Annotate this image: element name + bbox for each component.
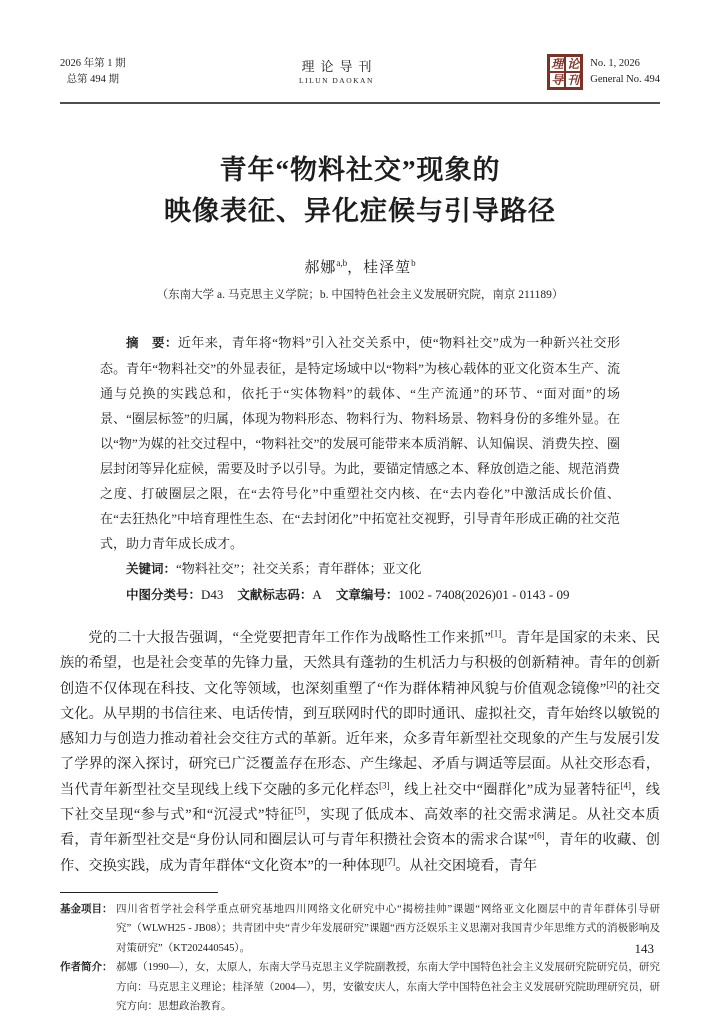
article-no-label: 文章编号： — [335, 588, 399, 602]
article-title-line1: 青年“物料社交”现象的 — [219, 155, 501, 185]
clc-value: D43 — [201, 587, 224, 602]
article-no-value: 1002 - 7408(2026)01 - 0143 - 09 — [398, 587, 570, 602]
footnotes — [60, 900, 660, 1017]
clc-label: 中图分类号： — [126, 588, 202, 602]
author-bio-note — [60, 958, 660, 1017]
seal-char-tl: 理 — [551, 57, 564, 71]
keywords-text: “物料社交”；社交关系；青年群体；亚文化 — [176, 561, 422, 576]
issue-number-en: No. 1, 2026 — [590, 58, 640, 69]
journal-name-pinyin: LILUN DAOKAN — [299, 75, 374, 85]
keywords-line — [100, 556, 620, 582]
doc-code-label: 文献标志码： — [237, 588, 313, 602]
author-affil-mark-2: b — [411, 258, 416, 268]
meta-line — [100, 582, 620, 608]
keywords-label: 关键词： — [126, 562, 177, 576]
journal-name-block — [295, 59, 377, 86]
abstract-text: 近年来，青年将“物料”引入社交关系中，使“物料社交”成为一种新兴社交形态。青年“物料社交”的外显表征，是特定场域中以“物料”为核心载体的亚文化资本生产、流通与兑换的实践总和，依托于“实体物料”的载体、“生产流通”的环节、“面对面”的场景、“圈层标签”的归属，体现为物料形态、物料行为、物料场景、物料身份的多维外显。在以“物”为媒的社交过程中，“物料社交”的发展可能带来本质消解、认知偏误、消费失控、圈层封闭等异化症候，需要及时予以引导。为此，要锚定情感之本、释放创造之能、规范消费之度、打破圈层之限，在“去符号化”中重塑社交内核、在“去内卷化”中激活成长价值、在“去狂热化”中培育理性生态、在“去封闭化”中拓宽社交视野，引导青年形成正确的社交范式，助力青年成长成才。 — [100, 335, 621, 551]
author-name-1: 郝娜 — [304, 260, 337, 276]
abstract-block — [100, 330, 620, 608]
seal-char-tr: 论 — [567, 57, 580, 71]
issue-number-cn: 2026 年第 1 期 — [60, 58, 126, 69]
affiliation-line: （东南大学 a. 马克思主义学院；b. 中国特色社会主义发展研究院，南京 211189） — [156, 289, 564, 301]
journal-header — [60, 0, 660, 94]
abstract-label: 摘 要： — [126, 336, 178, 350]
journal-name-cn: 理论导刊 — [301, 58, 378, 74]
cumulative-issue-cn: 总第 494 期 — [66, 74, 120, 85]
issue-info-cn — [60, 56, 126, 88]
fund-project-note — [60, 900, 660, 959]
journal-seal-icon — [547, 54, 583, 90]
author-name-2: 桂泽堃 — [363, 260, 412, 276]
author-separator: ， — [347, 260, 364, 276]
seal-char-br: 刊 — [567, 73, 580, 87]
issue-info-en — [590, 56, 660, 88]
fund-project-text: 四川省哲学社会科学重点研究基地四川网络文化研究中心“揭榜挂帅”课题“网络亚文化圈层中的青年群体引导研究”（WLWH25 - JB08）；共青团中央“青少年发展研究”课题“西方泛娱乐主义思潮对我国青少年思维方式的消极影响及对策研究”（KT202440545）。 — [116, 903, 660, 954]
cumulative-issue-en: General No. 494 — [590, 74, 660, 85]
author-bio-text: 郝娜（1990—），女，太原人，东南大学马克思主义学院副教授，东南大学中国特色社会主义发展研究院研究员，研究方向：马克思主义理论；桂泽堃（2004—），男，安徽安庆人，东南大学中国特色社会主义发展研究院助理研究员，研究方向：思想政治教育。 — [116, 962, 660, 1013]
author-bio-label: 作者简介： — [60, 961, 113, 974]
doc-code-value: A — [312, 587, 322, 602]
abstract-paragraph — [100, 330, 620, 556]
footnote-rule — [60, 892, 218, 893]
author-affil-mark-1: a,b — [336, 258, 348, 268]
article-title — [60, 150, 660, 232]
article-title-line2: 映像表征、异化症候与引导路径 — [164, 196, 556, 226]
issue-info-en-block — [547, 54, 660, 90]
author-line — [60, 256, 660, 277]
page-number: 143 — [634, 941, 654, 956]
header-rule — [60, 102, 660, 104]
seal-char-bl: 导 — [551, 73, 564, 87]
body-paragraph-1: 党的二十大报告强调，“全党要把青年工作作为战略性工作来抓”[1]。青年是国家的未来、民族的希望，也是社会变革的先锋力量，天然具有蓬勃的生机活力与积极的创新精神。青年的创新创造不仅体现在科技、文化等领域，也深刻重塑了“作为群体精神风貌与价值观念镜像”[2]的社交文化。从早期的书信往来、电话传情，到互联网时代的即时通讯、虚拟社交，青年始终以敏锐的感知力与创造力推动着社会交往方式的革新。近年来，众多青年新型社交现象的产生与发展引发了学界的深入探讨，研究已广泛覆盖存在形态、产生缘起、矛盾与调适等层面。从社交形态看，当代青年新型社交呈现线上线下交融的多元化样态[3]，线上社交中“圈群化”成为显著特征[4]，线下社交呈现“参与式”和“沉浸式”特征[5]，实现了低成本、高效率的社交需求满足。从社交本质看，青年新型社交是“身份认同和圈层认可与青年积攒社会资本的需求合谋”[6]，青年的收藏、创作、交换实践，成为青年群体“文化资本”的一种体现[7]。从社交困境看，青年 — [60, 628, 660, 874]
fund-project-label: 基金项目： — [60, 902, 113, 915]
